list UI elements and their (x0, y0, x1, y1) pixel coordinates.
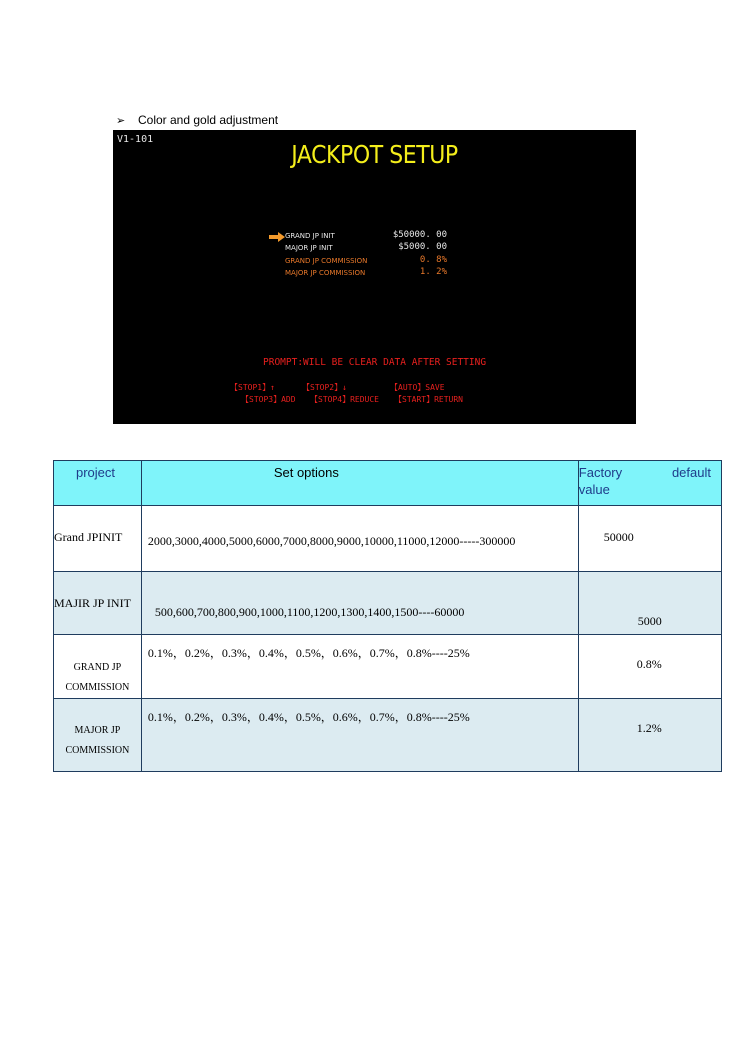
project-text: COMMISSION (65, 682, 130, 693)
table-row (54, 699, 722, 772)
key-hint-stop1: 【STOP1】↑ (230, 383, 275, 392)
settings-table (53, 460, 722, 772)
project-cell (54, 635, 142, 699)
header-options-text: Set options (273, 465, 339, 480)
project-text: COMMISSION (65, 745, 130, 756)
screen-title: JACKPOT SETUP (291, 140, 458, 169)
project-text: Grand JPINIT (54, 530, 123, 544)
options-text: 0.1%，0.2%，0.3%，0.4%，0.5%，0.6%，0.7%，0.8%----25% (147, 710, 470, 724)
project-cell (54, 572, 142, 635)
default-text: 1.2% (636, 721, 662, 735)
options-cell (141, 699, 578, 772)
key-hint-stop3: 【STOP3】ADD (241, 395, 296, 404)
default-text: 50000 (603, 530, 634, 544)
key-hint-stop2: 【STOP2】↓ (302, 383, 347, 392)
header-options (141, 461, 578, 506)
header-factory-line (579, 461, 721, 480)
setting-label: GRAND JP COMMISSION (285, 257, 368, 265)
options-cell (141, 635, 578, 699)
project-cell (54, 699, 142, 772)
setting-label: MAJOR JP INIT (285, 244, 333, 252)
default-cell (578, 572, 721, 635)
section-heading (116, 113, 278, 127)
header-project (54, 461, 142, 506)
setting-value: 1. 2% (419, 267, 447, 277)
default-cell (578, 635, 721, 699)
table-row (54, 635, 722, 699)
bullet-arrow-icon: ➢ (116, 114, 126, 127)
header-factory-default (578, 461, 721, 506)
default-cell (578, 699, 721, 772)
key-hint-auto: 【AUTO】SAVE (390, 383, 445, 392)
options-text: 2000,3000,4000,5000,6000,7000,8000,9000,10000,11000,12000-----300000 (147, 534, 516, 548)
setting-value: $50000. 00 (392, 230, 447, 240)
options-cell (141, 506, 578, 572)
options-cell (141, 572, 578, 635)
project-text-block (54, 699, 141, 761)
table-header-row (54, 461, 722, 506)
jackpot-setup-screen (113, 130, 636, 424)
selection-arrow-icon (269, 232, 285, 242)
version-label: V1-101 (117, 134, 154, 145)
project-text-block (54, 635, 141, 698)
key-hint-start: 【START】RETURN (394, 395, 463, 404)
section-title: Color and gold adjustment (138, 113, 279, 127)
key-hint-stop4: 【STOP4】REDUCE (310, 395, 379, 404)
project-cell (54, 506, 142, 572)
default-text: 0.8% (636, 657, 662, 671)
setting-label: MAJOR JP COMMISSION (285, 269, 366, 277)
project-text: MAJIR JP INIT (54, 596, 131, 610)
header-value-word: value (578, 482, 610, 497)
table-row (54, 506, 722, 572)
default-text: 5000 (637, 614, 662, 628)
header-factory-word: Factory (578, 465, 623, 480)
options-text: 0.1%，0.2%，0.3%，0.4%，0.5%，0.6%，0.7%，0.8%----25% (147, 646, 470, 660)
header-default-word: default (671, 465, 711, 480)
header-project-text: project (76, 465, 116, 480)
project-text: MAJOR JP (74, 725, 121, 736)
project-text: GRAND JP (73, 662, 122, 673)
prompt-message: PROMPT:WILL BE CLEAR DATA AFTER SETTING (263, 357, 487, 368)
setting-value: $5000. 00 (398, 242, 447, 252)
setting-label: GRAND JP INIT (285, 232, 335, 240)
default-cell (578, 506, 721, 572)
options-text: 500,600,700,800,900,1000,1100,1200,1300,1400,1500----60000 (154, 605, 465, 619)
table-row (54, 572, 722, 635)
setting-value: 0. 8% (419, 255, 447, 265)
